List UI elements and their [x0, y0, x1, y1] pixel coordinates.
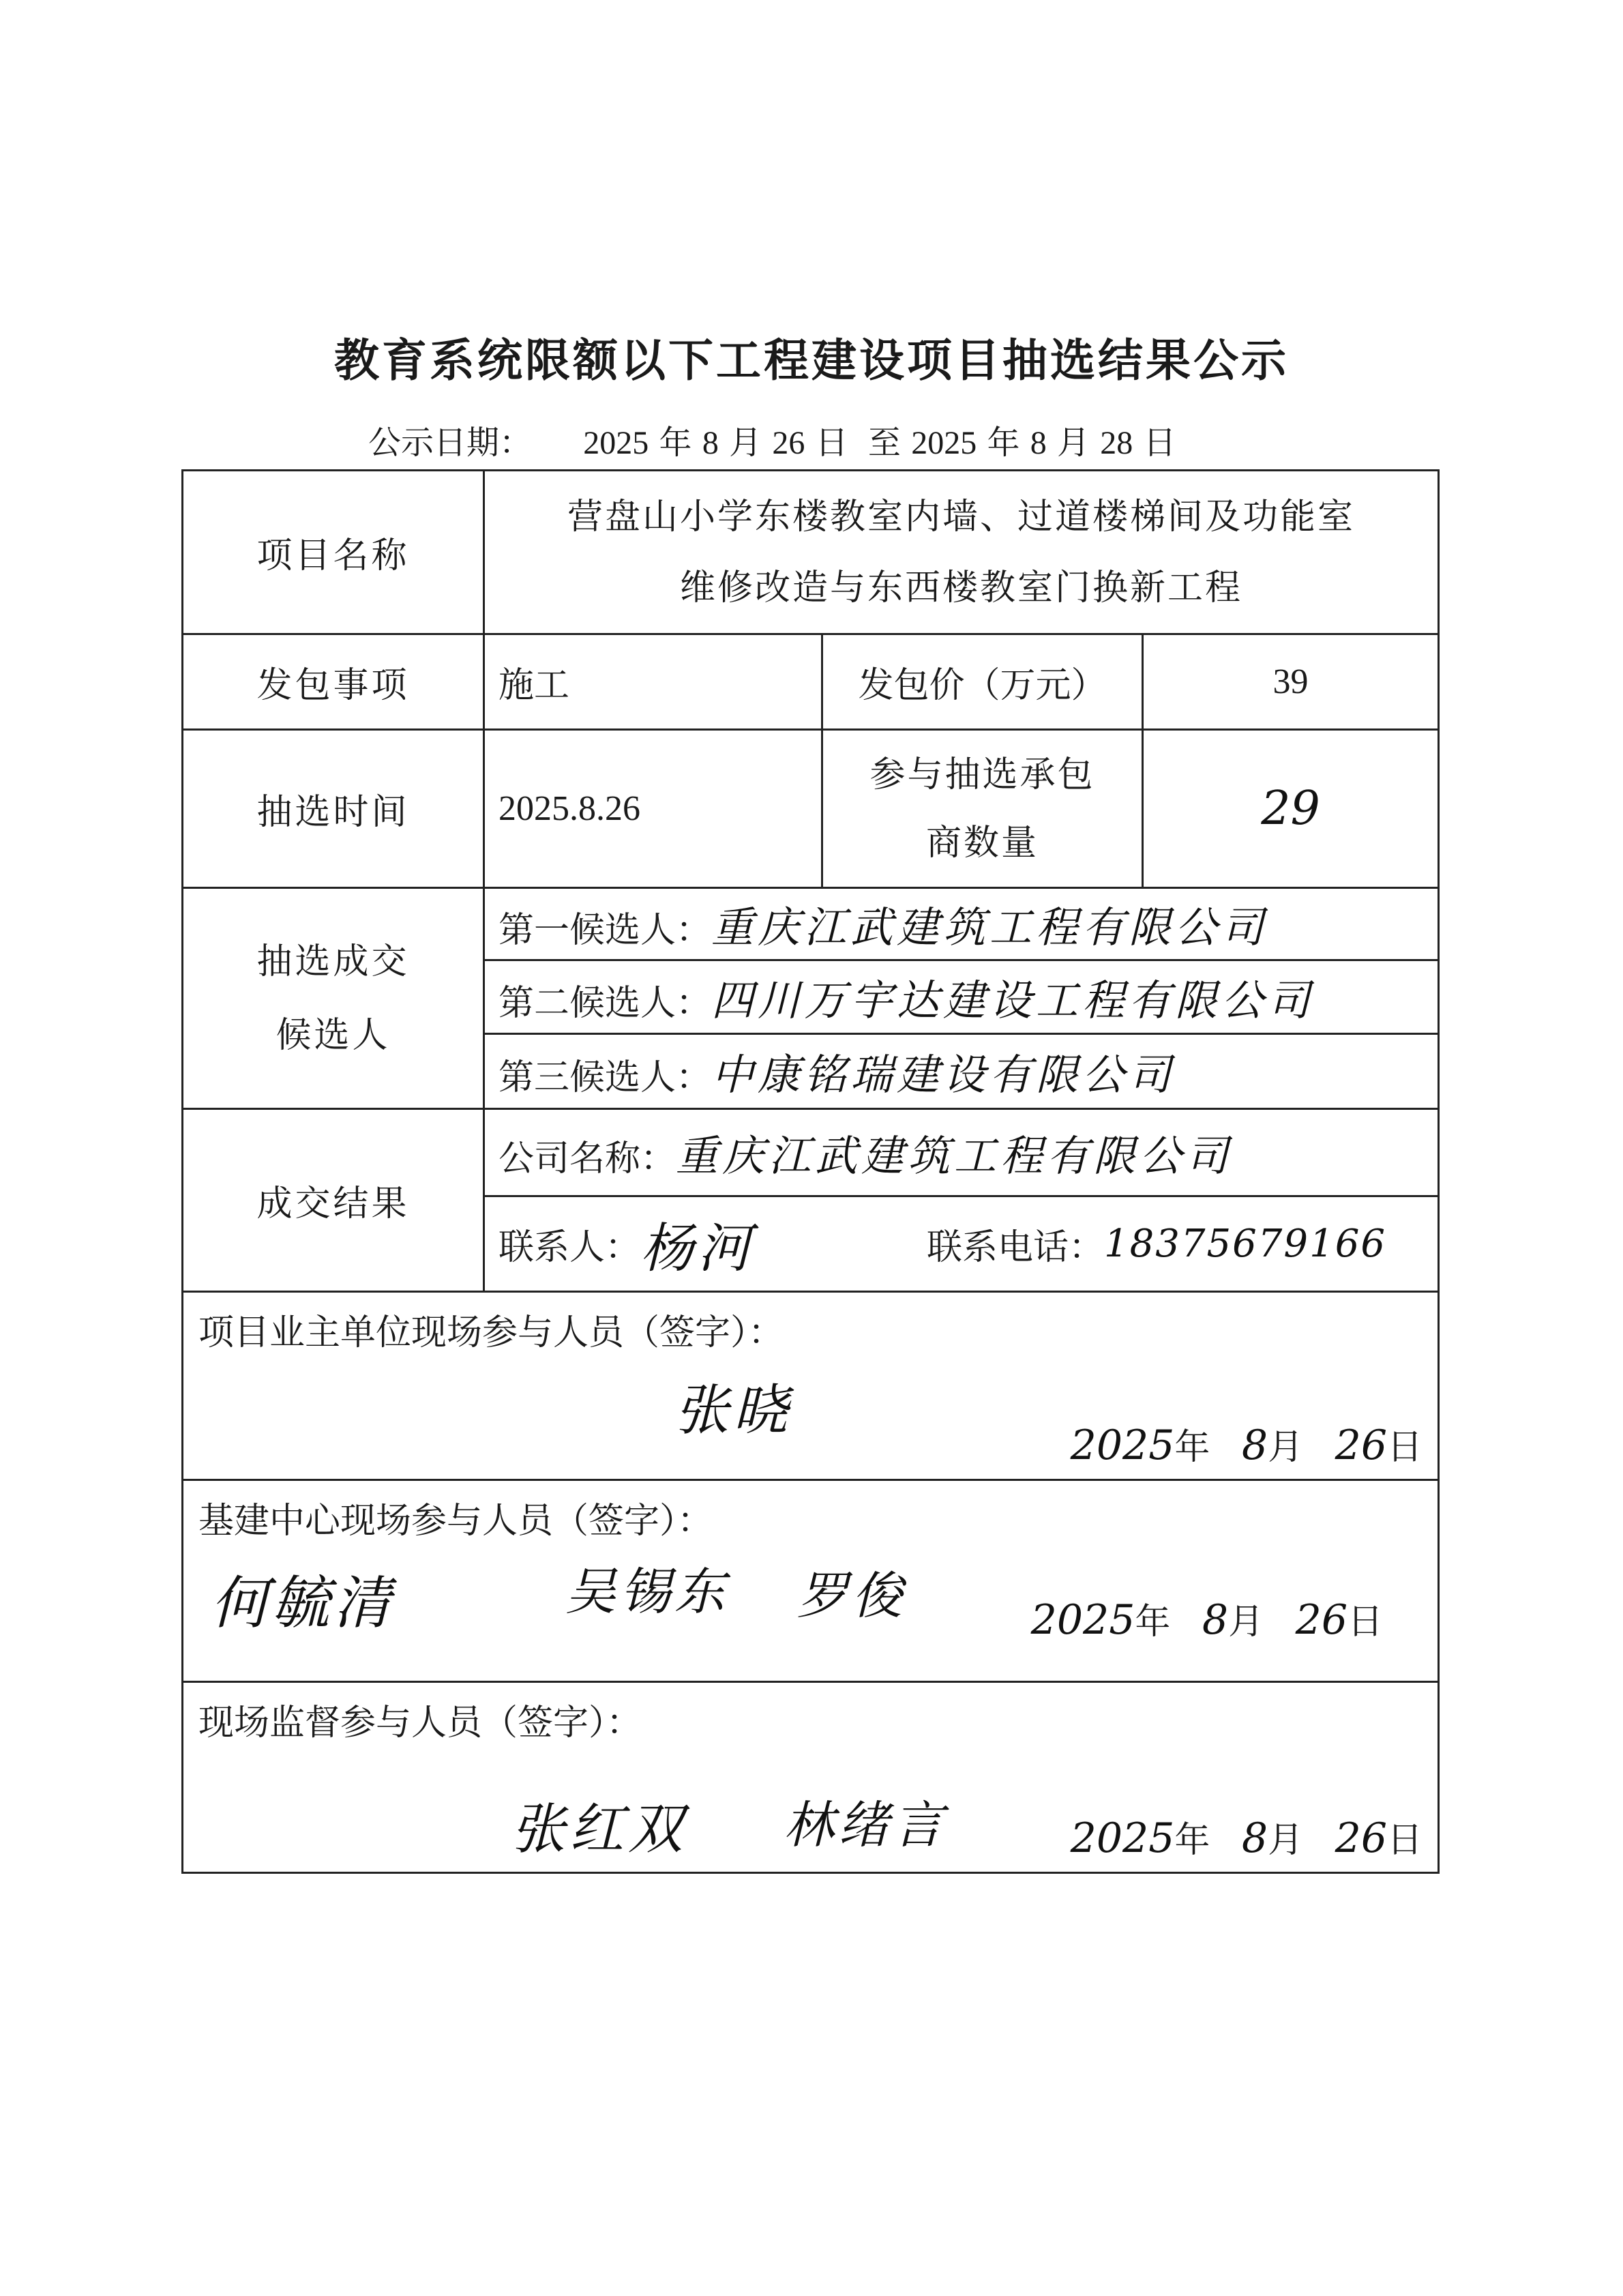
contract-item-row — [183, 634, 1439, 730]
supervision-date-year: 2025 — [1070, 1814, 1175, 1862]
supervision-signature-2: 林绪言 — [784, 1796, 947, 1855]
project-name-row — [183, 471, 1439, 634]
day-unit: 日 — [1347, 1602, 1384, 1643]
announcement-period — [368, 416, 1176, 463]
center-section — [183, 1480, 1439, 1682]
month-unit: 月 — [729, 424, 762, 462]
supervision-section-row — [183, 1682, 1439, 1873]
candidates-label — [183, 888, 484, 1109]
draw-time-value: 2025.8.26 — [484, 730, 822, 888]
owner-date-day: 26 — [1335, 1422, 1388, 1469]
month-unit: 月 — [1228, 1602, 1264, 1643]
year-unit: 年 — [659, 424, 692, 462]
contact-value: 杨河 — [640, 1218, 756, 1280]
project-name-line2: 维修改造与东西楼教室门换新工程 — [680, 567, 1243, 608]
center-date-year: 2025 — [1030, 1596, 1135, 1644]
candidates-label-line2: 候选人 — [276, 1014, 391, 1056]
candidate1-value: 重庆江武建筑工程有限公司 — [711, 902, 1268, 952]
center-section-row — [183, 1480, 1439, 1682]
candidate3-cell — [484, 1034, 1439, 1109]
day-unit: 日 — [815, 424, 848, 462]
company-row — [183, 1109, 1439, 1196]
supervision-section-label: 现场监督参与人员（签字）： — [198, 1703, 642, 1743]
center-section-label: 基建中心现场参与人员（签字）： — [198, 1501, 713, 1542]
center-signature-3: 罗俊 — [797, 1567, 906, 1625]
candidate2-label: 第二候选人： — [498, 983, 712, 1024]
year-unit: 年 — [987, 424, 1020, 462]
start-year: 2025 — [583, 425, 649, 461]
owner-date-month: 8 — [1241, 1422, 1268, 1469]
draw-time-row — [183, 730, 1439, 888]
company-label: 公司名称： — [498, 1138, 676, 1179]
candidates-label-line1: 抽选成交 — [256, 941, 410, 982]
supervision-section — [183, 1682, 1439, 1873]
center-date-month: 8 — [1202, 1596, 1229, 1644]
candidate2-value: 四川万宇达建设工程有限公司 — [711, 975, 1315, 1025]
contract-item-label: 发包事项 — [183, 634, 484, 730]
result-label: 成交结果 — [183, 1109, 484, 1292]
owner-date-year: 2025 — [1070, 1422, 1175, 1469]
center-signature-2: 吴锡东 — [565, 1563, 729, 1621]
project-name-value — [484, 471, 1439, 634]
owner-date — [1071, 1418, 1423, 1469]
year-unit: 年 — [1135, 1602, 1171, 1643]
candidate3-label: 第三候选人： — [498, 1057, 712, 1098]
center-signature-1: 何毓清 — [211, 1570, 396, 1636]
center-date — [1031, 1593, 1383, 1644]
month-unit: 月 — [1268, 1820, 1304, 1861]
candidate1-cell — [484, 888, 1439, 960]
owner-section — [183, 1292, 1439, 1480]
project-name-label: 项目名称 — [183, 471, 484, 634]
contractor-count-label-line1: 参与抽选承包 — [869, 754, 1095, 795]
owner-section-label: 项目业主单位现场参与人员（签字）： — [198, 1312, 784, 1353]
end-day: 28 — [1100, 425, 1133, 461]
end-month: 8 — [1030, 425, 1047, 461]
project-name-line1: 营盘山小学东楼教室内墙、过道楼梯间及功能室 — [567, 496, 1356, 538]
candidate2-cell — [484, 960, 1439, 1034]
supervision-date-month: 8 — [1241, 1814, 1268, 1862]
contract-price-label: 发包价（万元） — [822, 634, 1143, 730]
company-value: 重庆江武建筑工程有限公司 — [676, 1131, 1233, 1181]
contractor-count-value: 29 — [1143, 730, 1439, 888]
day-unit: 日 — [1387, 1427, 1423, 1468]
announcement-label: 公示日期： — [368, 424, 533, 462]
contract-item-value: 施工 — [484, 634, 822, 730]
month-unit: 月 — [1057, 424, 1090, 462]
day-unit: 日 — [1143, 424, 1176, 462]
phone-value: 18375679166 — [1104, 1222, 1386, 1266]
document-title: 教育系统限额以下工程建设项目抽选结果公示 — [334, 334, 1289, 387]
contact-cell — [484, 1196, 1439, 1292]
candidate1-row — [183, 888, 1439, 960]
company-cell — [484, 1109, 1439, 1196]
year-unit: 年 — [1174, 1427, 1210, 1468]
phone-label: 联系电话： — [927, 1227, 1105, 1268]
contact-label: 联系人： — [498, 1227, 641, 1268]
owner-signature: 张晓 — [674, 1379, 792, 1442]
candidate3-value: 中康铭瑞建设有限公司 — [711, 1050, 1176, 1100]
draw-time-label: 抽选时间 — [183, 730, 484, 888]
end-year: 2025 — [911, 425, 977, 461]
contractor-count-label — [822, 730, 1143, 888]
supervision-signature-1: 张红双 — [511, 1797, 687, 1861]
result-form-table — [181, 469, 1440, 1874]
start-day: 26 — [772, 425, 805, 461]
contract-price-value: 39 — [1143, 634, 1439, 730]
start-month: 8 — [702, 425, 719, 461]
day-unit: 日 — [1387, 1820, 1423, 1861]
supervision-date — [1071, 1811, 1423, 1862]
owner-section-row — [183, 1292, 1439, 1480]
year-unit: 年 — [1174, 1820, 1210, 1861]
to-word: 至 — [867, 424, 901, 462]
center-date-day: 26 — [1295, 1596, 1348, 1644]
candidate1-label: 第一候选人： — [498, 910, 712, 951]
supervision-date-day: 26 — [1335, 1814, 1388, 1862]
contractor-count-label-line2: 商数量 — [925, 822, 1039, 864]
month-unit: 月 — [1268, 1427, 1304, 1468]
